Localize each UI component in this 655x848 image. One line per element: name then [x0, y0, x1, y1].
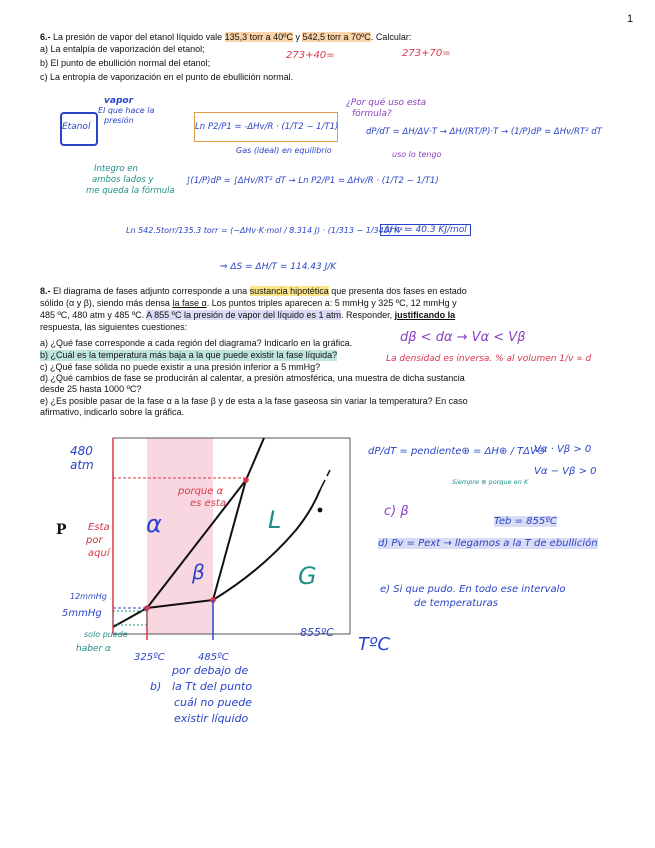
q8-highlight-substance: sustancia hipotética	[249, 286, 329, 296]
q8-item-c: c) ¿Qué fase sólida no puede existir a una presión inferior a 5 mmHg?	[40, 362, 321, 372]
note-por: por	[86, 535, 103, 546]
note-cual: cuál no puede	[174, 696, 252, 709]
note-etanol: Etanol	[62, 122, 91, 132]
phase-gas: G	[298, 562, 317, 590]
q8-highlight-vapor: A 855 ºC la presión de vapor del líquido es 1 atm	[146, 310, 342, 320]
note-ambos: ambos lados y	[92, 175, 154, 185]
note-d: d) Pv = Pext → llegamos a la T de ebullición	[378, 538, 598, 549]
boiling-point	[318, 508, 323, 513]
note-entropy: ⇒ ΔS = ΔH/T = 114.43 J/K	[220, 262, 337, 272]
note-t1: 273+40=	[286, 50, 335, 61]
phase-alpha: α	[146, 510, 162, 538]
q6-item-b: b) El punto de ebullición normal del etanol;	[40, 58, 211, 68]
q6-number: 6.-	[40, 32, 54, 42]
note-uso: uso lo tengo	[392, 150, 442, 159]
q6-item-a: a) La entalpía de vaporización del etanol;	[40, 44, 205, 54]
note-que-hace: El que hace la	[98, 106, 155, 115]
note-b-label: b)	[150, 680, 162, 693]
note-density: dβ < dα → Vα < Vβ	[400, 330, 526, 345]
phase-beta: β	[192, 560, 205, 584]
note-existir: existir líquido	[174, 712, 249, 725]
q8-item-d2: desde 25 hasta 1000 ºC?	[40, 384, 142, 394]
label-5mmhg: 5mmHg	[62, 608, 102, 619]
q6-text-a: La presión de vapor del etanol líquido vale	[53, 32, 225, 42]
page-number: 1	[627, 13, 634, 25]
q8-item-b: b) ¿Cuál es la temperatura más baja a la que puede existir la fase líquida?	[40, 350, 338, 360]
vaporization-curve-dotted	[320, 470, 330, 490]
note-por-debajo: por debajo de	[172, 664, 249, 677]
note-integro: Integro en	[94, 164, 138, 174]
q8-item-a: a) ¿Qué fase corresponde a cada región del diagrama? Indicarlo en la gráfica.	[40, 338, 353, 348]
note-slope: dP/dT = pendiente⊕ = ΔH⊕ / TΔV⊖	[368, 446, 546, 457]
q6-value-2: 542,5 torr a 70ºC	[302, 32, 371, 42]
note-haber: haber α	[76, 644, 111, 654]
q8-number: 8.-	[40, 286, 54, 296]
label-485c: 485ºC	[198, 652, 229, 663]
note-t2: 273+70=	[402, 48, 451, 59]
note-solo-puede: solo puede	[84, 630, 128, 639]
note-gases: Gas (ideal) en equilibrio	[236, 146, 332, 155]
q8-line2-underlined: la fase α	[172, 298, 207, 308]
q6-text-c: . Calcular:	[370, 32, 412, 42]
label-855c: 855ºC	[300, 626, 334, 639]
note-esta: Esta	[88, 522, 110, 533]
note-vol2: Vα − Vβ > 0	[534, 466, 597, 477]
q8-text-a: El diagrama de fases adjunto corresponde a una	[53, 286, 250, 296]
note-porque-alpha: porque α	[178, 486, 224, 497]
label-12mmhg: 12mmHg	[70, 592, 107, 601]
phase-liquid: L	[268, 506, 282, 534]
label-atm: atm	[70, 458, 94, 472]
q8-item-e: e) ¿Es posible pasar de la fase α a la fase β y de esta a la fase gaseosa sin variar la temperatura? En caso	[40, 396, 468, 406]
q8-line3a: 485 ºC, 480 atm y 485 ºC.	[40, 310, 147, 320]
note-la-tt: la Tt del punto	[172, 680, 253, 693]
alpha-liquid-boundary	[246, 438, 264, 480]
q8-item-e2: afirmativo, indicarlo sobre la gráfica.	[40, 407, 185, 417]
note-equation-box: Ln P2/P1 = -ΔHv/R · (1/T2 − 1/T1)	[194, 112, 338, 142]
note-teb: Teb = 855ºC	[494, 516, 557, 527]
q8-line3b: . Responder,	[341, 310, 395, 320]
note-e: e) Si que pudo. En todo ese intervalo	[380, 584, 566, 595]
note-vapor: vapor	[104, 96, 134, 106]
q6-item-c: c) La entropía de vaporización en el punto de ebullición normal.	[40, 72, 294, 82]
q8-line2a: sólido (α y β), siendo más densa	[40, 298, 173, 308]
note-vol: Vα · Vβ > 0	[534, 444, 592, 455]
q8-line2b: . Los puntos triples aparecen a: 5 mmHg y 325 ºC, 12 mmHg y	[206, 298, 457, 308]
note-es-esta: es esta	[190, 498, 226, 509]
axis-label-pressure: P	[56, 522, 67, 538]
q6-value-1: 135,3 torr a 40ºC	[224, 32, 293, 42]
q8-line3-underlined: justificando la	[394, 310, 456, 320]
note-c: c) β	[384, 504, 409, 519]
note-presion: presión	[104, 116, 134, 125]
q8-line-4: respuesta, las siguientes cuestiones:	[40, 322, 188, 332]
q8-item-d: d) ¿Qué cambios de fase se producirán al calentar, a presión atmosférica, una muestra de dicha sustancia	[40, 373, 465, 383]
note-queda: me queda la fórmula	[86, 186, 175, 196]
note-clapeyron: dP/dT = ΔH/ΔV·T → ΔH/(RT/P)·T → (1/P)dP = ΔHv/RT² dT	[366, 127, 602, 137]
q6-text-b: y	[292, 32, 303, 42]
note-siempre: Siempre ⊕ porque en K	[452, 478, 529, 486]
label-480: 480	[70, 444, 93, 458]
note-aqui: aquí	[88, 548, 110, 559]
note-substitution: Ln 542.5torr/135.3 torr = (−ΔHv·K·mol / 8.314 J) · (1/313 − 1/343) K⁻¹	[126, 226, 408, 235]
note-porque: ¿Por qué uso esta	[346, 98, 427, 108]
note-integral: ∫(1/P)dP = ∫ΔHv/RT² dT → Ln P2/P1 = ΔHv/R · (1/T2 − 1/T1)	[186, 176, 439, 186]
note-formula: fórmula?	[352, 109, 392, 119]
label-325c: 325ºC	[134, 652, 165, 663]
q8-text-b: que presenta dos fases en estado	[328, 286, 467, 296]
note-result: ΔHv = 40.3 KJ/mol	[380, 224, 471, 236]
note-density-2: La densidad es inversa. % al volumen 1/v ∝ d	[386, 354, 592, 364]
note-e2: de temperaturas	[414, 598, 498, 609]
axis-label-temperature: TºC	[358, 634, 391, 655]
